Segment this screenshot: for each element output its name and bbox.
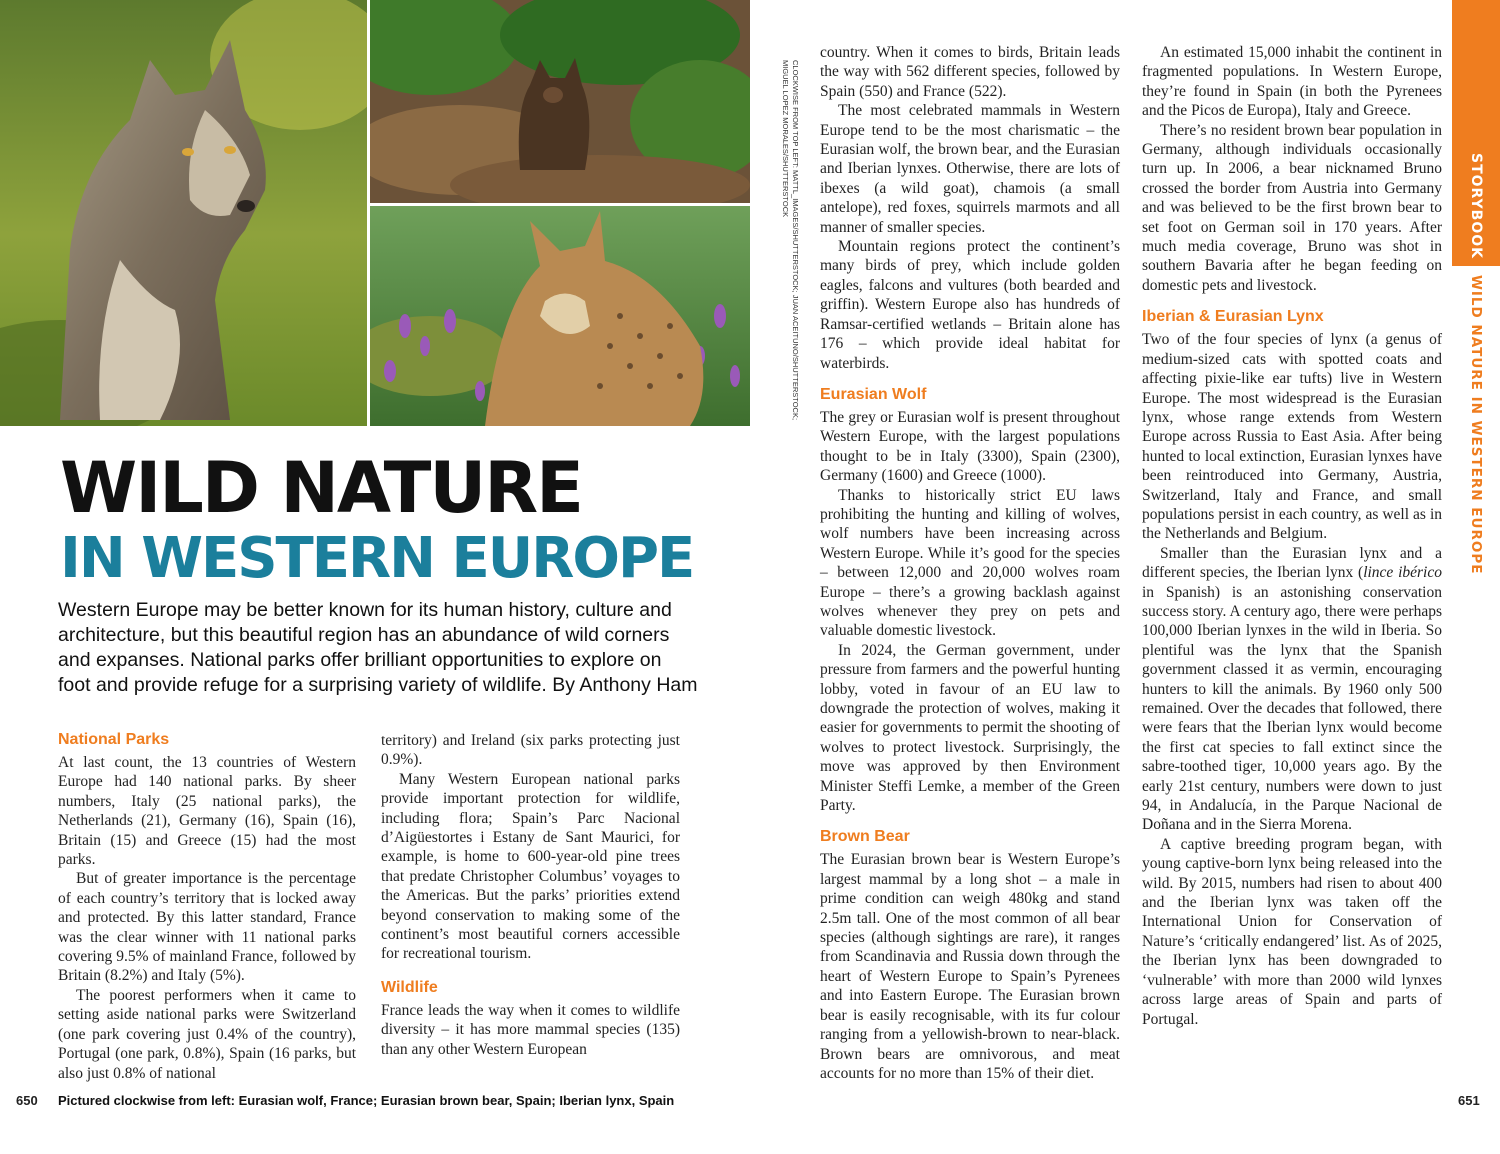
bear-photo bbox=[370, 0, 750, 203]
heading-national-parks: National Parks bbox=[58, 731, 170, 748]
paragraph: territory) and Ireland (six parks protecting just 0.9%). bbox=[381, 732, 680, 769]
paragraph: Many Western European national parks provide important protection for wildlife, including flora; Spain’s Parc Nacional d’Aigüestortes i Estany de Sant Maurici, for example, is home to 600-year-old pine trees that predate Christopher Columbus’ voyages to the Americas. But the parks’ priorities extend beyond conservation to making some of the continent’s most beautiful corners accessible for recreational tourism. bbox=[381, 770, 680, 963]
section-title-vertical: WILD NATURE IN WESTERN EUROPE bbox=[1468, 275, 1484, 575]
paragraph: An estimated 15,000 inhabit the continent in fragmented populations. In Western Europe, they’re found in Spain (in both the Pyrenees and the Picos de Europa), Italy and Greece. bbox=[1142, 44, 1442, 120]
paragraph: Smaller than the Eurasian lynx and a different species, the Iberian lynx (lince ibérico in Spanish) is an astonishing conservation success story. A century ago, there were perhaps 100,000 Iberian lynxes in the wild in Iberia. So plentiful was the lynx that the Spanish government classed it as vermin, encouraging hunters to kill the animals. By 1960 only 500 remained. Over the decades that followed, there were fears that the Iberian lynx would become the first cat species to fall extinct since the sabre-toothed tiger, 10,000 years ago. By the early 21st century, numbers were down to just 94, in Andalucía, in the Parque Nacional de Doñana and in the Sierra Morena. bbox=[1142, 544, 1442, 834]
paragraph: A captive breeding program began, with young captive-born lynx being released into the wild. By 2015, numbers had risen to about 400 and the Iberian lynx was taken off the International Union for Conservation of Nature’s ‘critically endangered’ list. As of 2025, the Iberian lynx has been downgraded to ‘vulnerable’ with more than 2000 wild lynxes across large areas of Spain and parts of Portugal. bbox=[1142, 835, 1442, 1028]
storybook-label-right: STORYBOOK bbox=[1468, 152, 1484, 259]
photo-credit-line1: CLOCKWISE FROM TOP LEFT: MATTL_IMAGES/SHUTTERSTOCK; JUAN ACEITUNO/SHUTTERSTOCK; bbox=[791, 60, 800, 421]
paragraph: The poorest performers when it came to setting aside national parks were Switzerland (one park covering just 0.4% of the country), Portugal (one park, 0.8%), Spain (16 parks, but also just 0.8% of national bbox=[58, 986, 356, 1082]
body-column-3 bbox=[820, 43, 1120, 1083]
heading-iberian-eurasian-lynx: Iberian & Eurasian Lynx bbox=[1142, 308, 1324, 326]
paragraph: France leads the way when it comes to wildlife diversity – it has more mammal species (135) than any other Western European bbox=[381, 1001, 680, 1058]
article-title-line1: WILD NATURE bbox=[60, 447, 582, 529]
page-number-right: 651 bbox=[1458, 1093, 1480, 1108]
heading-eurasian-wolf: Eurasian Wolf bbox=[820, 385, 927, 403]
lynx-photo bbox=[370, 206, 750, 426]
heading-brown-bear: Brown Bear bbox=[820, 828, 910, 846]
body-column-4 bbox=[1142, 43, 1442, 1029]
wolf-photo bbox=[0, 0, 367, 426]
paragraph: The most celebrated mammals in Western Europe tend to be the most charismatic – the Eurasian wolf, the brown bear, and the Eurasian and Iberian lynxes. Otherwise, there are lots of ibexes (a wild goat), chamois (a small antelope), red foxes, squirrels marmots and all manner of smaller species. bbox=[820, 102, 1120, 236]
photo-caption: Pictured clockwise from left: Eurasian wolf, France; Eurasian brown bear, Spain; Iberian lynx, Spain bbox=[58, 1093, 675, 1108]
paragraph: Thanks to historically strict EU laws prohibiting the hunting and killing of wolves, wolf numbers have been increasing across Western Europe. While it’s good for the species – between 12,000 and 20,000 wolves roam Europe – there’s a growing backlash against wolves whenever they prey on pets and valuable domestic livestock. bbox=[820, 486, 1120, 640]
paragraph: country. When it comes to birds, Britain leads the way with 562 different species, followed by Spain (550) and France (522). bbox=[820, 44, 1120, 100]
body-column-1 bbox=[58, 730, 356, 1083]
paragraph: But of greater importance is the percentage of each country’s territory that is locked away and protected. By this latter standard, France was the clear winner with 11 national parks covering 9.5% of mainland France, followed by Britain (8.2%) and Italy (5%). bbox=[58, 870, 356, 985]
paragraph: The Eurasian brown bear is Western Europe’s largest mammal by a long shot – a male in prime condition can weigh 480kg and stand 2.5m tall. One of the most common of all bear species (although sightings are rare), it ranges from Scandinavia and Russia down through the heart of Western Europe to Spain’s Pyrenees and into Eastern Europe. The Eurasian brown bear is easily recognisable, with its fur colour ranging from a yellowish-brown to near-black. Brown bears are omnivorous, and meat accounts for no more than 15% of their diet. bbox=[820, 851, 1120, 1082]
photo-credit-line2: MIGUEL LOPEZ MORALES/SHUTTERSTOCK bbox=[781, 60, 790, 218]
paragraph: There’s no resident brown bear population in Germany, although individuals occasionally turn up. In 2006, a bear nicknamed Bruno crossed the border from Austria into Germany and was believed to be the first brown bear to set foot on German soil in 170 years. After much media coverage, Bruno was shot in southern Bavaria after he began feeding on domestic pets and livestock. bbox=[1142, 121, 1442, 294]
heading-wildlife: Wildlife bbox=[381, 978, 438, 996]
paragraph: The grey or Eurasian wolf is present throughout Western Europe, with the largest populations thought to be in Italy (3300), Spain (2300), Germany (1600) and Greece (1000). bbox=[820, 408, 1120, 485]
paragraph: Two of the four species of lynx (a genus of medium-sized cats with spotted coats and affecting pixie-like ear tufts) live in Western Europe. The most widespread is the Eurasian lynx, whose range extends from Western Europe across Russia to East Asia. After being hunted to local extinction, Eurasian lynxes have been reintroduced into Germany, Austria, Switzerland, Italy and France, and small populations persist in each country, as well as in the Netherlands and Belgium. bbox=[1142, 331, 1442, 543]
body-column-2 bbox=[381, 731, 680, 1059]
paragraph: Mountain regions protect the continent’s many birds of prey, which include golden eagles, falcons and vultures (both bearded and griffin). Western Europe also has hundreds of Ramsar-certified wetlands – Britain alone has 176 – which provide ideal habitat for waterbirds. bbox=[820, 238, 1120, 372]
article-intro: Western Europe may be better known for its human history, culture and architecture, but this beautiful region has an abundance of wild corners and expanses. National parks offer brilliant opportunities to explore on foot and provide refuge for a surprising variety of wildlife. By Anthony Ham bbox=[58, 599, 698, 696]
photo-credit bbox=[783, 60, 817, 450]
paragraph: In 2024, the German government, under pressure from farmers and the powerful hunting lobby, voted in favour of an EU law to downgrade the protection of wolves, making it easier for governments to permit the shooting of wolves to protect livestock. Surprisingly, the move was approved by then Environment Minister Steffi Lemke, a member of the Green Party. bbox=[820, 641, 1120, 815]
page-number-left: 650 bbox=[16, 1093, 38, 1108]
paragraph: At last count, the 13 countries of Western Europe had 140 national parks. By sheer numbers, Italy (25 national parks), the Netherlands (21), Germany (16), Spain (16), Britain (15) and Greece (15) had the most parks. bbox=[58, 754, 356, 869]
article-title-line2: IN WESTERN EUROPE bbox=[60, 526, 694, 591]
